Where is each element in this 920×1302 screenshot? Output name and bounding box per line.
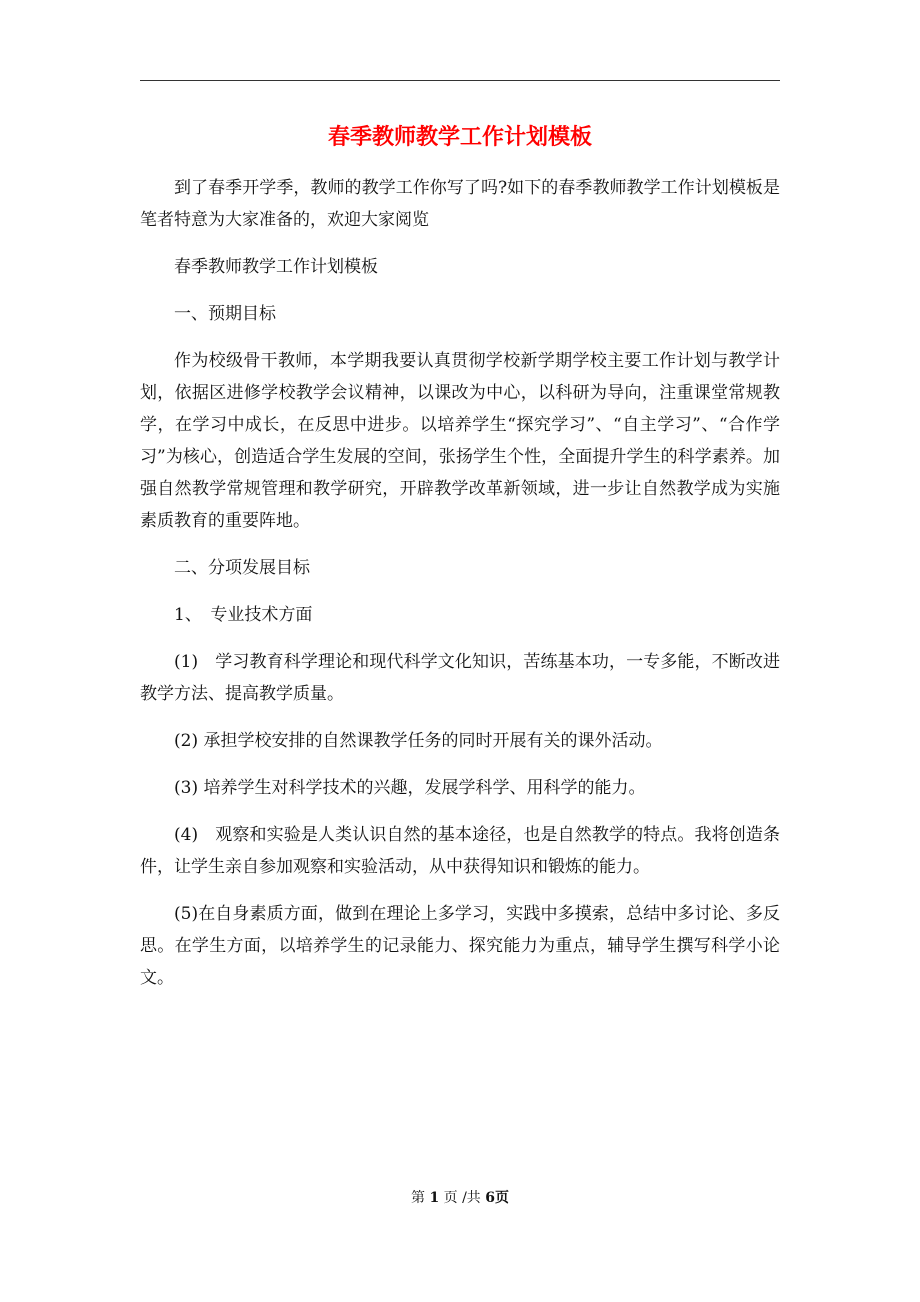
list-item-1: (1) 学习教育科学理论和现代科学文化知识，苦练基本功，一专多能，不断改进教学方法、提高教学质量。 — [140, 652, 780, 704]
footer-middle: 页 /共 — [443, 1190, 481, 1206]
document-title: 春季教师教学工作计划模板 — [327, 125, 592, 150]
list-item-4: (4) 观察和实验是人类认识自然的基本途径，也是自然教学的特点。我将创造条件，让学生亲自参加观察和实验活动，从中获得知识和锻炼的能力。 — [140, 825, 780, 877]
list-item-2: (2) 承担学校安排的自然课教学任务的同时开展有关的课外活动。 — [174, 731, 663, 751]
list-item-3: (3) 培养学生对科学技术的兴趣，发展学科学、用科学的能力。 — [174, 778, 646, 798]
footer-suffix: 页 — [495, 1190, 510, 1206]
goals-paragraph: 作为校级骨干教师，本学期我要认真贯彻学校新学期学校主要工作计划与教学计划，依据区进修学校教学会议精神，以课改为中心，以科研为导向，注重课堂常规教学，在学习中成长，在反思中进步。以培养学生“探究学习”、“自主学习”、“合作学习”为核心，创造适合学生发展的空间，张扬学生个性，全面提升学生的科学素养。加强自然教学常规管理和教学研究，开辟教学改革新领域，进一步让自然教学成为实施素质教育的重要阵地。 — [140, 351, 780, 531]
total-pages-number: 6 — [485, 1190, 496, 1206]
page-footer — [140, 1187, 780, 1209]
subtitle-paragraph: 春季教师教学工作计划模板 — [174, 257, 378, 277]
section-heading-goals: 一、预期目标 — [174, 304, 276, 324]
intro-paragraph: 到了春季开学季，教师的教学工作你写了吗?如下的春季教师教学工作计划模板是笔者特意为大家准备的，欢迎大家阅览 — [140, 178, 780, 230]
current-page-number: 1 — [429, 1190, 440, 1206]
list-item-5: (5)在自身素质方面，做到在理论上多学习，实践中多摸索，总结中多讨论、多反思。在学生方面，以培养学生的记录能力、探究能力为重点，辅导学生撰写科学小论文。 — [140, 904, 780, 988]
document-body — [140, 172, 780, 1009]
footer-prefix: 第 — [410, 1190, 425, 1206]
subsection-heading-technical: 1、 专业技术方面 — [174, 605, 313, 625]
section-heading-sub-goals: 二、分项发展目标 — [174, 558, 310, 578]
header-rule — [140, 80, 780, 81]
